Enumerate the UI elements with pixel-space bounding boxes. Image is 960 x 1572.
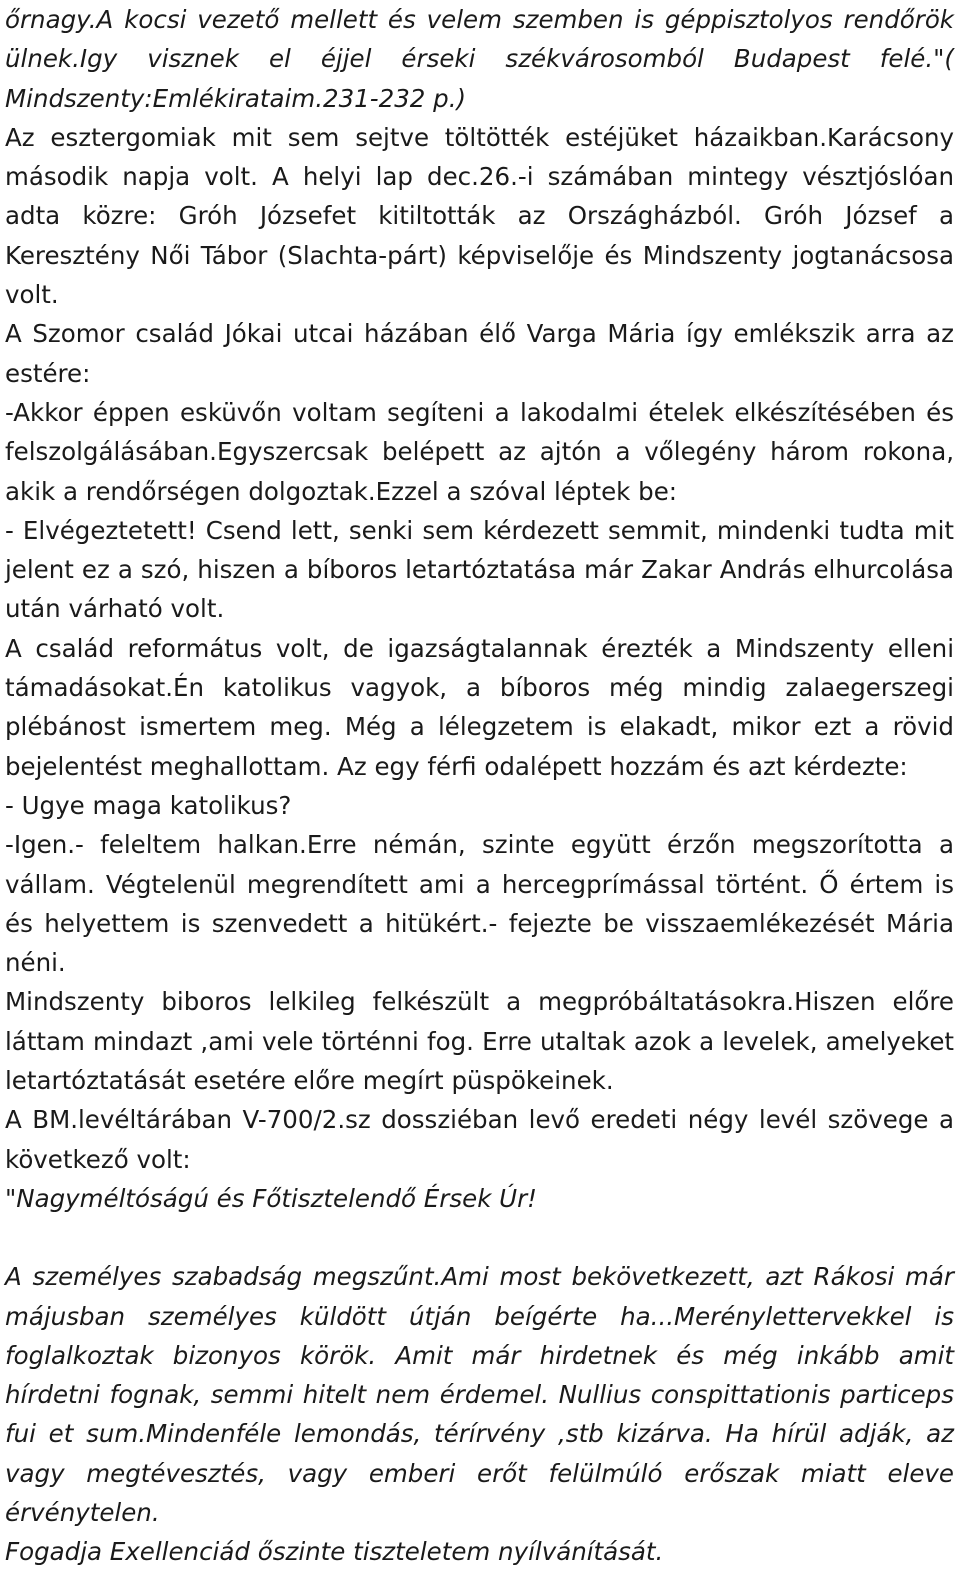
paragraph-szomor-family: A Szomor család Jókai utcai házában élő Varga Mária így emlékszik arra az estére: (5, 319, 954, 388)
paragraph-answer: -Igen.- feleltem halkan.Erre némán, szinte együtt érzőn megszorította a vállam. Végtelenül megrendített ami a hercegprímással történt. Ő értem is és helyettem is szenvedett a hitükért.- fejezte be visszaemlékezését Mária néni. (5, 830, 954, 978)
paragraph-archive-letters: A BM.levéltárában V-700/2.sz dossziéban levő eredeti négy levél szövege a következő volt: (5, 1105, 954, 1174)
letter-closing: Fogadja Exellenciád őszinte tiszteletem nyílvánítását. (5, 1537, 664, 1567)
letter-body: A személyes szabadság megszűnt.Ami most bekövetkezett, azt Rákosi már májusban személyes küldött útján beígérte ha...Merénylettervekkel is foglalkoztak bizonyos körök. Amit már hirdetnek és még inkább amit hírdetni fognak, semmi hitelt nem érdemel. Nullius conspittationis particeps fui et sum.Mindenféle lemondás, térírvény ,stb kizárva. Ha hírül adják, az vagy megtévesztés, vagy emberi erőt felülmúló erőszak miatt eleve érvénytelen. (5, 1262, 954, 1527)
paragraph-reformed-family: A család református volt, de igazságtalannak érezték a Mindszenty elleni támadásokat.Én katolikus vagyok, a bíboros még mindig zalaegerszegi plébánost ismertem meg. Még a lélegzetem is elakadt, mikor ezt a rövid bejelentést meghallottam. Az egy férfi odalépett hozzám és azt kérdezte: (5, 633, 954, 781)
paragraph-prepared: Mindszenty biboros lelkileg felkészült a megpróbáltatásokra.Hiszen előre láttam mindazt ,ami vele történni fog. Erre utaltak azok a levelek, amelyeket letartóztatását esetére előre megírt püspökeinek. (5, 987, 954, 1096)
paragraph-wedding: -Akkor éppen esküvőn voltam segíteni a lakodalmi ételek elkészítésében és felszolgálásában.Egyszercsak belépett az ajtón a vőlegény három rokona, akik a rendőrségen dolgoztak.Ezzel a szóval léptek be: (5, 397, 954, 506)
letter-salutation: "Nagyméltóságú és Főtisztelendő Érsek Úr! (5, 1183, 538, 1213)
paragraph-elvegeztetett: - Elvégeztetett! Csend lett, senki sem kérdezett semmit, mindenki tudta mit jelent ez a szó, hiszen a bíboros letartóztatása már Zakar András elhurcolása után várható volt. (5, 515, 954, 624)
paragraph-spacer (5, 1218, 954, 1257)
paragraph-esztergom-evening: Az esztergomiak mit sem sejtve töltötték estéjüket házaikban.Karácsony második napja volt. A helyi lap dec.26.-i számában mintegy vésztjóslóan adta közre: Gróh Józsefet kitiltották az Országházból. Gróh József a Keresztény Női Tábor (Slachta-párt) képviselője és Mindszenty jogtanácsosa volt. (5, 122, 954, 310)
paragraph-question: - Ugye maga katolikus? (5, 790, 292, 820)
paragraph-memoir-quote: őrnagy.A kocsi vezető mellett és velem szemben is géppisztolyos rendőrök ülnek.Igy visznek el éjjel érseki székvárosomból Budapest felé."( Mindszenty:Emlékirataim.231-232 p.) (5, 5, 954, 113)
